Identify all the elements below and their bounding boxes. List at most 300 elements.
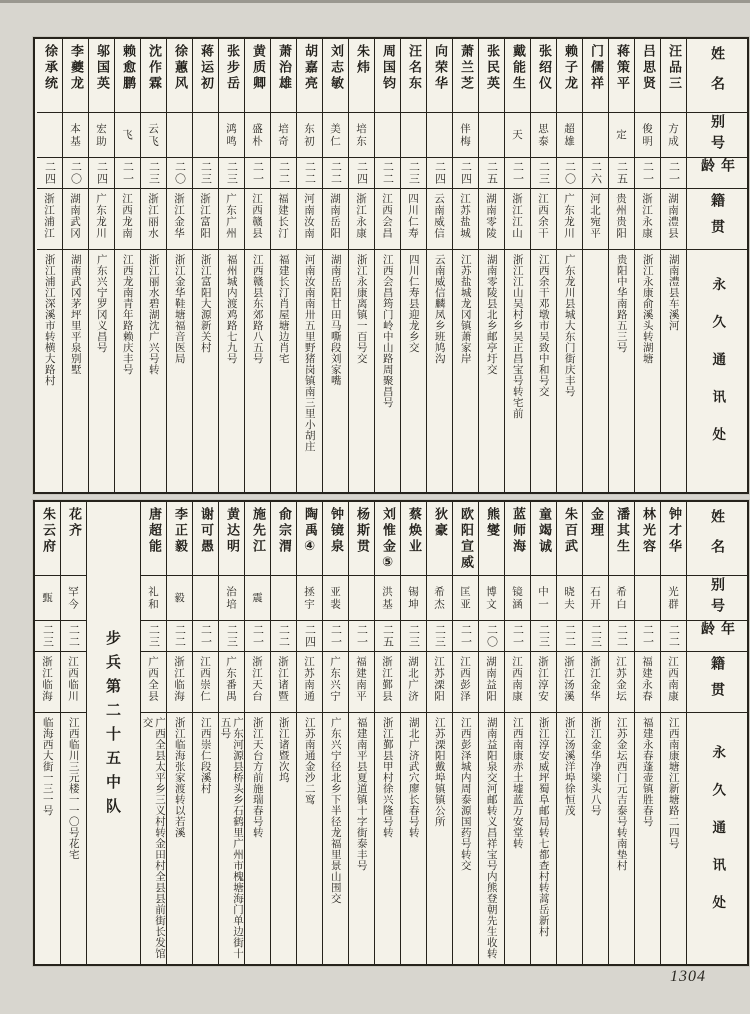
entry-address-cell	[479, 713, 504, 964]
entry-name: 赖子龙	[562, 44, 577, 92]
entry-origin: 浙江浦江	[43, 193, 55, 239]
unit-label: 步兵第二十五中队	[104, 630, 122, 822]
entry-name: 萧治雄	[276, 44, 291, 92]
roster-entry-column	[296, 502, 322, 964]
entry-origin-cell	[505, 652, 530, 713]
entry-name: 唐超能	[146, 507, 161, 555]
entry-address: 浙江富阳大源新关村	[199, 254, 212, 353]
entry-age-cell	[375, 621, 400, 652]
entry-alias: 培东	[355, 122, 367, 148]
entry-address: 江西临川三元楼一一〇号花宅	[67, 717, 80, 860]
roster-entry-column	[504, 39, 530, 492]
entry-age-cell	[531, 158, 556, 189]
entry-address: 江苏金坛西门元吉泰号转南垫村	[615, 717, 628, 871]
entry-name-cell	[323, 502, 348, 576]
entry-address: 江苏溧阳戴埠镇镇公所	[433, 717, 446, 827]
entry-alias: 锡坤	[407, 585, 419, 611]
entry-name: 张绍仪	[536, 44, 551, 92]
entry-age: 二三	[433, 624, 447, 648]
entry-origin: 江西余干	[537, 193, 549, 239]
entry-address-cell	[141, 713, 166, 964]
roster-table-top	[33, 37, 749, 494]
entry-alias: 飞	[121, 128, 133, 142]
entry-age: 二三	[225, 624, 239, 648]
entry-alias: 宏助	[95, 122, 107, 148]
entry-name-cell	[583, 39, 608, 113]
entry-alias-cell	[323, 576, 348, 621]
entry-age: 二一	[329, 624, 343, 648]
entry-name: 黄达明	[224, 507, 239, 555]
entry-alias-cell	[349, 113, 374, 158]
entry-origin: 湖南澧县	[667, 193, 679, 239]
entry-name: 赖愈鹏	[120, 44, 135, 92]
entry-origin: 湖南零陵	[485, 193, 497, 239]
entry-alias-cell	[245, 113, 270, 158]
entry-age-cell	[349, 621, 374, 652]
entry-alias: 亚裴	[329, 585, 341, 611]
entry-age-cell	[453, 621, 478, 652]
entry-name-cell	[61, 502, 86, 576]
entry-name: 徐蕙风	[172, 44, 187, 92]
entry-address-cell	[427, 250, 452, 492]
roster-entry-column	[348, 502, 374, 964]
entry-origin-cell	[375, 652, 400, 713]
entry-address-cell	[167, 713, 192, 964]
column-header-name	[687, 502, 747, 576]
entry-age: 二一	[355, 624, 369, 648]
entry-origin: 江西临川	[67, 656, 79, 702]
entry-name-cell	[141, 502, 166, 576]
roster-entry-column	[218, 502, 244, 964]
entry-address-cell	[453, 250, 478, 492]
entry-alias-cell	[505, 576, 530, 621]
entry-alias-cell	[401, 576, 426, 621]
entry-age: 二三	[225, 161, 239, 185]
entry-address-cell	[141, 250, 166, 492]
entry-age-cell	[505, 158, 530, 189]
entry-name-cell	[427, 502, 452, 576]
entry-name: 胡嘉亮	[302, 44, 317, 92]
entry-origin-cell	[661, 189, 686, 250]
header-column	[686, 39, 747, 492]
entry-origin-cell	[141, 189, 166, 250]
entry-alias-cell	[427, 113, 452, 158]
entry-alias-cell	[479, 576, 504, 621]
entry-origin-cell	[635, 189, 660, 250]
roster-entry-column	[452, 502, 478, 964]
entry-address: 浙江天台方前施瑞春号转	[251, 717, 264, 838]
entry-origin-cell	[35, 652, 60, 713]
entry-name-cell	[375, 502, 400, 576]
entry-alias-cell	[401, 113, 426, 158]
entry-address: 江西会昌筠门岭中山路周聚昌号	[381, 254, 394, 408]
entry-age-cell	[375, 158, 400, 189]
entry-alias-cell	[63, 113, 88, 158]
entry-age-cell	[427, 621, 452, 652]
roster-entry-column	[660, 502, 686, 964]
column-header-address	[687, 713, 747, 964]
entry-origin: 广西全县	[147, 656, 159, 702]
entry-alias-cell	[37, 113, 62, 158]
entry-address-cell	[245, 713, 270, 964]
roster-entry-column	[452, 39, 478, 492]
entry-name-cell	[453, 39, 478, 113]
entry-alias-cell	[271, 113, 296, 158]
entry-age: 二二	[277, 161, 291, 185]
entry-name-cell	[35, 502, 60, 576]
roster-entry-column	[582, 502, 608, 964]
entry-alias-cell	[167, 113, 192, 158]
column-header-alias	[687, 113, 747, 158]
entry-age-cell	[35, 621, 60, 652]
entry-age-cell	[297, 158, 322, 189]
entry-alias: 盛朴	[251, 122, 263, 148]
roster-entry-column	[634, 39, 660, 492]
entry-alias-cell	[89, 113, 114, 158]
entry-origin: 广东龙川	[563, 193, 575, 239]
entry-address: 江西南康塘江新塘路二四号	[667, 717, 680, 849]
entry-origin-cell	[661, 652, 686, 713]
entry-name-cell	[505, 39, 530, 113]
entry-origin-cell	[115, 189, 140, 250]
entry-address: 浙江金华鞋塘福音医局	[173, 254, 186, 364]
column-header-address-label: 永久通讯处	[709, 277, 726, 465]
column-header-address-label: 永久通讯处	[709, 744, 726, 933]
entry-alias-cell	[531, 113, 556, 158]
entry-address-cell	[375, 713, 400, 964]
entry-alias: 甄	[41, 591, 53, 605]
entry-origin: 江苏溧阳	[433, 656, 445, 702]
entry-age-cell	[635, 621, 660, 652]
entry-age: 二二	[173, 624, 187, 648]
entry-age: 二二	[381, 161, 395, 185]
entry-name-cell	[401, 502, 426, 576]
entry-name: 钟镜泉	[328, 507, 343, 555]
entry-alias-cell	[453, 113, 478, 158]
entry-address-cell	[297, 250, 322, 492]
entry-alias: 镜涵	[511, 585, 523, 611]
entry-alias-cell	[661, 576, 686, 621]
column-header-origin-label: 籍贯	[709, 193, 725, 245]
entry-address-cell	[297, 713, 322, 964]
entry-age-cell	[661, 621, 686, 652]
entry-age: 二三	[147, 161, 161, 185]
entry-alias-cell	[609, 113, 634, 158]
entry-address-cell	[245, 250, 270, 492]
entry-alias: 思泰	[537, 122, 549, 148]
entry-origin: 浙江永康	[355, 193, 367, 239]
roster-entry-column	[504, 502, 530, 964]
roster-entry-column	[556, 39, 582, 492]
entry-age-cell	[193, 621, 218, 652]
entry-address-cell	[349, 713, 374, 964]
entry-origin: 江西彭泽	[459, 656, 471, 702]
entry-name-cell	[323, 39, 348, 113]
column-header-origin	[687, 652, 747, 713]
entry-address-cell	[375, 250, 400, 492]
entry-age-cell	[479, 621, 504, 652]
entry-alias-cell	[115, 113, 140, 158]
entry-age-cell	[245, 621, 270, 652]
entry-origin: 浙江金华	[589, 656, 601, 702]
entry-address: 湖北广济武穴廖长春号转	[407, 717, 420, 838]
entry-origin-cell	[453, 652, 478, 713]
entry-age: 二三	[41, 624, 55, 648]
entry-age-cell	[635, 158, 660, 189]
entry-address: 浙江永康俞溪头转湖塘	[641, 254, 654, 364]
roster-entry-column	[634, 502, 660, 964]
entry-address-cell	[37, 250, 62, 492]
entry-address: 江西南康赤土墟蓝万安堂转	[511, 717, 524, 849]
entry-alias-cell	[531, 576, 556, 621]
entry-alias: 毅	[173, 591, 185, 605]
entry-age-cell	[271, 158, 296, 189]
entry-address-cell	[115, 250, 140, 492]
entry-name-cell	[635, 39, 660, 113]
entry-age: 二一	[121, 161, 135, 185]
entry-age-cell	[531, 621, 556, 652]
entry-address: 湖南零陵县北乡邮亭圩交	[485, 254, 498, 375]
entry-alias-cell	[219, 113, 244, 158]
entry-origin-cell	[323, 189, 348, 250]
roster-entry-column	[608, 502, 634, 964]
entry-age: 二五	[615, 161, 629, 185]
entry-origin: 江苏盐城	[459, 193, 471, 239]
entry-alias-cell	[583, 113, 608, 158]
entry-alias: 石开	[589, 585, 601, 611]
entry-age-cell	[401, 158, 426, 189]
entry-alias: 天	[511, 128, 523, 142]
entry-address: 江苏南通金沙二窎	[303, 717, 316, 805]
entry-alias: 匡亚	[459, 585, 471, 611]
entry-name: 朱百武	[562, 507, 577, 555]
entry-address: 江西崇仁段溪村	[199, 717, 212, 794]
entry-origin: 广东番禺	[225, 656, 237, 702]
entry-name-cell	[89, 39, 114, 113]
entry-alias: 超雄	[563, 122, 575, 148]
entry-age: 二一	[667, 161, 681, 185]
entry-age-cell	[349, 158, 374, 189]
entry-alias: 光群	[667, 585, 679, 611]
entry-address-cell	[89, 250, 114, 492]
entry-origin-cell	[37, 189, 62, 250]
entry-alias-cell	[271, 576, 296, 621]
entry-address: 江西龙南青年路赖庆丰号	[121, 254, 134, 375]
entry-age-cell	[323, 158, 348, 189]
roster-entry-column	[374, 39, 400, 492]
entry-name-cell	[271, 502, 296, 576]
entry-alias-cell	[193, 576, 218, 621]
entry-name-cell	[479, 502, 504, 576]
entry-age: 二二	[303, 161, 317, 185]
column-header-alias-label: 别号	[709, 577, 725, 619]
entry-name-cell	[115, 39, 140, 113]
entry-address-cell	[661, 250, 686, 492]
entry-origin: 江西南康	[511, 656, 523, 702]
entry-name-cell	[661, 502, 686, 576]
entry-address: 浙江江山吴村乡吴正昌宝号转宅前	[511, 254, 524, 419]
entry-alias: 鸿鸣	[225, 122, 237, 148]
entry-origin: 浙江江山	[511, 193, 523, 239]
entry-name-cell	[401, 39, 426, 113]
entry-name-cell	[193, 502, 218, 576]
entry-age-cell	[427, 158, 452, 189]
entry-name: 狄豪	[432, 507, 447, 539]
entry-age: 二三	[537, 624, 551, 648]
entry-address-cell	[401, 713, 426, 964]
entry-name: 钟才华	[666, 507, 681, 555]
entry-name-cell	[609, 39, 634, 113]
entry-age-cell	[63, 158, 88, 189]
entry-name: 蒋运初	[198, 44, 213, 92]
entry-origin-cell	[479, 189, 504, 250]
entry-alias-cell	[479, 113, 504, 158]
entry-alias-cell	[245, 576, 270, 621]
entry-origin: 湖南益阳	[485, 656, 497, 702]
entry-origin-cell	[193, 652, 218, 713]
entry-name: 俞宗渭	[276, 507, 291, 555]
entry-name: 刘志敏	[328, 44, 343, 92]
entry-name: 朱炜	[354, 44, 369, 76]
roster-entry-column	[582, 39, 608, 492]
entry-origin-cell	[219, 189, 244, 250]
entry-address: 浙江汤溪洋埠徐恒茂	[563, 717, 576, 816]
entry-name: 施先江	[250, 507, 265, 555]
entry-name-cell	[479, 39, 504, 113]
entry-age: 二四	[303, 624, 317, 648]
entry-address-cell	[583, 713, 608, 964]
roster-entry-column	[608, 39, 634, 492]
entry-alias-cell	[297, 113, 322, 158]
entry-name: 李夔龙	[68, 44, 83, 92]
entry-name-cell	[557, 502, 582, 576]
entry-address: 福建南平县夏道镇十字街泰丰号	[355, 717, 368, 871]
entry-address-cell	[557, 250, 582, 492]
entry-origin: 湖南武冈	[69, 193, 81, 239]
entry-address-cell	[609, 250, 634, 492]
entry-name: 蔡焕业	[406, 507, 421, 555]
entry-name: 张民英	[484, 44, 499, 92]
entry-age-cell	[167, 621, 192, 652]
entry-alias-cell	[297, 576, 322, 621]
entry-name: 徐承统	[42, 44, 57, 92]
entry-address-cell	[661, 713, 686, 964]
entry-address-cell	[193, 713, 218, 964]
entry-age-cell	[661, 158, 686, 189]
entry-origin-cell	[271, 652, 296, 713]
entry-address: 福州城内渡鸡路七九号	[225, 254, 238, 364]
entry-alias: 定	[615, 128, 627, 142]
entry-address: 云南威信麟凤乡班鸠沟	[433, 254, 446, 364]
entry-age: 二二	[67, 624, 81, 648]
entry-address: 广西全县太平乡三义村转金田村全县县前街长发馆交	[141, 717, 166, 959]
entry-address: 广东兴宁罗冈义昌号	[95, 254, 108, 353]
entry-address: 浙江临海张家渡转以若溪	[173, 717, 186, 838]
entry-origin-cell	[635, 652, 660, 713]
entry-address: 广东河源县桥头乡石鹤里广州市槐塘海门单边街十五号	[219, 717, 244, 959]
entry-name-cell	[167, 502, 192, 576]
entry-age: 二五	[485, 161, 499, 185]
entry-address-cell	[193, 250, 218, 492]
entry-name-cell	[635, 502, 660, 576]
unit-label-column	[86, 502, 140, 964]
entry-origin: 浙江永康	[641, 193, 653, 239]
entry-age-cell	[557, 158, 582, 189]
column-header-origin-label: 籍贯	[709, 656, 725, 708]
entry-alias: 云飞	[147, 122, 159, 148]
entry-age-cell	[141, 621, 166, 652]
entry-origin: 福建南平	[355, 656, 367, 702]
entry-name: 朱云府	[40, 507, 55, 555]
roster-entry-column	[478, 39, 504, 492]
entry-name-cell	[349, 502, 374, 576]
entry-origin: 浙江丽水	[147, 193, 159, 239]
entry-origin-cell	[349, 189, 374, 250]
entry-origin-cell	[453, 189, 478, 250]
entry-origin-cell	[63, 189, 88, 250]
roster-entry-column	[244, 39, 270, 492]
entry-age-cell	[61, 621, 86, 652]
entry-name-cell	[349, 39, 374, 113]
entry-address: 江西余干邓墩市吴致中和号交	[537, 254, 550, 397]
entry-origin: 湖北广济	[407, 656, 419, 702]
entry-name: 张步岳	[224, 44, 239, 92]
entry-name: 汪品三	[666, 44, 681, 92]
entry-alias: 晓夫	[563, 585, 575, 611]
entry-alias-cell	[193, 113, 218, 158]
entry-origin-cell	[401, 189, 426, 250]
roster-entry-column	[166, 39, 192, 492]
entry-age-cell	[323, 621, 348, 652]
roster-entry-column	[348, 39, 374, 492]
entry-alias-cell	[219, 576, 244, 621]
column-header-age-label: 年龄	[699, 158, 735, 174]
entry-age: 二一	[511, 161, 525, 185]
entry-alias-cell	[557, 576, 582, 621]
entry-origin-cell	[245, 189, 270, 250]
entry-age-cell	[167, 158, 192, 189]
entry-alias: 希杰	[433, 585, 445, 611]
entry-address-cell	[35, 713, 60, 964]
entry-origin: 四川仁寿	[407, 193, 419, 239]
entry-origin-cell	[505, 189, 530, 250]
entry-address: 河南汝南南卅五里野猪岗镇南三里小胡庄	[303, 254, 316, 452]
roster-entry-column	[530, 502, 556, 964]
roster-entry-column	[35, 502, 60, 964]
entry-name-cell	[505, 502, 530, 576]
roster-entry-column	[556, 502, 582, 964]
entry-origin: 浙江金华	[173, 193, 185, 239]
entry-age: 二二	[667, 624, 681, 648]
entry-address-cell	[635, 250, 660, 492]
roster-entry-column	[374, 502, 400, 964]
entry-address-cell	[531, 250, 556, 492]
entry-alias: 礼和	[147, 585, 159, 611]
entry-address-cell	[219, 713, 244, 964]
entry-age-cell	[193, 158, 218, 189]
roster-entry-column	[270, 39, 296, 492]
entry-alias-cell	[583, 576, 608, 621]
entry-origin-cell	[271, 189, 296, 250]
entry-origin: 江苏金坛	[615, 656, 627, 702]
entry-origin: 河北宛平	[589, 193, 601, 239]
entry-address: 四川仁寿县迎龙乡交	[407, 254, 420, 353]
entry-origin-cell	[141, 652, 166, 713]
entry-age: 二一	[251, 161, 265, 185]
column-header-age	[687, 158, 747, 189]
roster-entry-column	[62, 39, 88, 492]
column-header-alias	[687, 576, 747, 621]
